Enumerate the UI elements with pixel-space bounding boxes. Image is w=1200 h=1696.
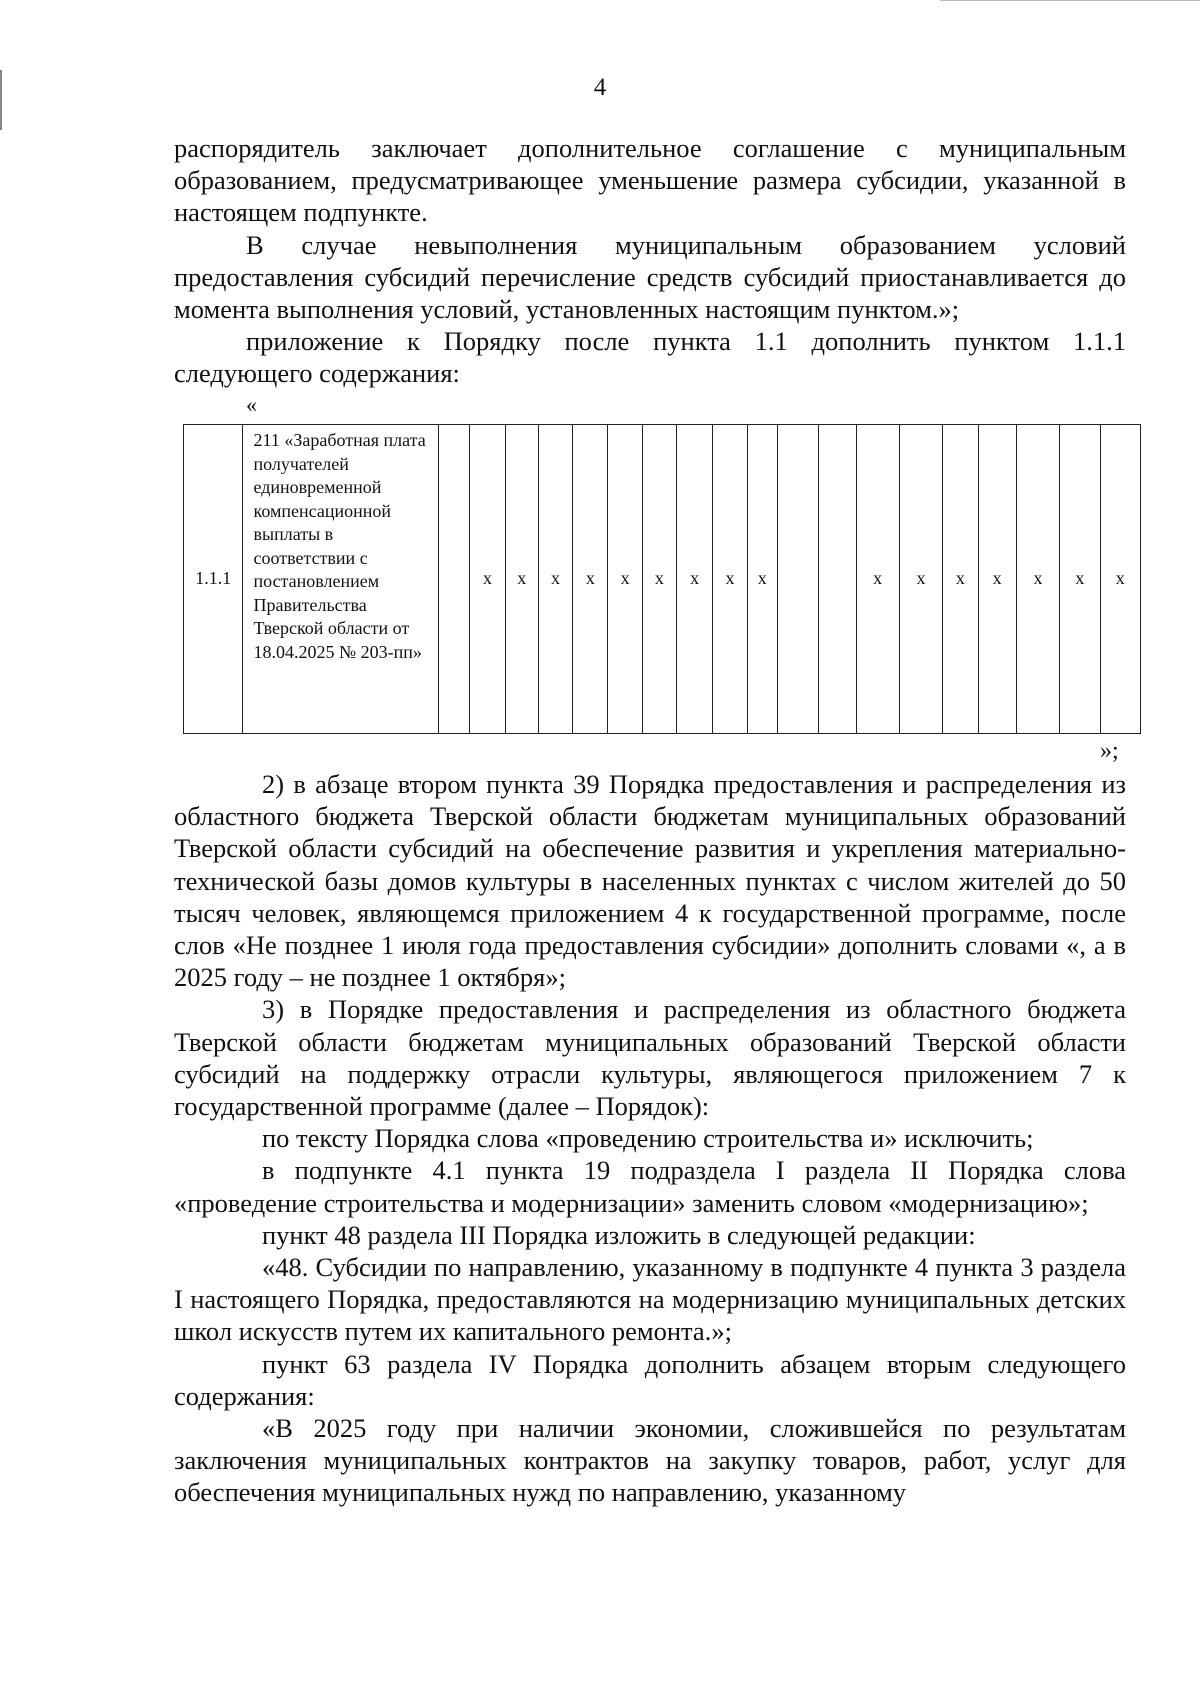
table-cell: x [642, 425, 676, 734]
table-row [184, 425, 1141, 734]
paragraph: распорядитель заключает дополнительное соглашение с муниципальным образованием, предусматривающее уменьшение размера субсидии, указанной в настоящем подпункте. [174, 133, 1126, 228]
table-cell: x [899, 425, 942, 734]
table-cell: x [943, 425, 978, 734]
table-close-quote: »; [1100, 738, 1119, 764]
text-block-top [174, 132, 1126, 390]
table-cell: x [470, 425, 505, 734]
paragraph: по тексту Порядка слова «проведению строительства и» исключить; [262, 1123, 1034, 1154]
appendix-table [183, 424, 1141, 734]
paragraph: 3) в Порядке предоставления и распределения из областного бюджета Тверской области бюджетам муниципальных образований Тверской области субсидий на поддержку отрасли культуры, являющегося приложением 7 к государственной программе (далее – Порядок): [174, 994, 1126, 1122]
paragraph: «В 2025 году при наличии экономии, сложившейся по результатам заключения муниципальных контрактов на закупку товаров, работ, услуг для обеспечения муниципальных нужд по направлению, указанному [174, 1413, 1126, 1508]
text-block-bottom [174, 768, 1126, 1509]
table-open-quote: « [246, 392, 257, 417]
table-cell: x [573, 425, 608, 734]
table-cell: x [505, 425, 538, 734]
table-cell: x [856, 425, 899, 734]
table-cell: x [1016, 425, 1059, 734]
page-number: 4 [593, 74, 607, 101]
table-cell [439, 425, 470, 734]
table-cell: x [747, 425, 777, 734]
paragraph: В случае невыполнения муниципальным образованием условий предоставления субсидий перечисление средств субсидий приостанавливается до момента выполнения условий, установленных настоящим пунктом.»; [174, 229, 1126, 325]
paragraph: «48. Субсидии по направлению, указанному в подпункте 4 пункта 3 раздела I настоящего Порядка, предоставляются на модернизацию муниципальных детских школ искусств путем их капитального ремонта.»; [174, 1252, 1126, 1347]
table-cell: x [538, 425, 572, 734]
scan-edge-mark-top [940, 0, 1200, 1]
paragraph: 2) в абзаце втором пункта 39 Порядка предоставления и распределения из областного бюджета Тверской области бюджетам муниципальных образований Тверской области субсидий на обеспечение развития и укрепления материально-технической базы домов культуры в населенных пунктах с числом жителей до 50 тысяч человек, являющемся приложением 4 к государственной программе, после слов «Не позднее 1 июля года предоставления субсидии» дополнить словами «, а в 2025 году – не позднее 1 октября»; [174, 769, 1126, 993]
table-cell: x [1060, 425, 1100, 734]
table-cell [819, 425, 856, 734]
table-cell: x [608, 425, 642, 734]
paragraph: в подпункте 4.1 пункта 19 подраздела I раздела II Порядка слова «проведение строительства и модернизации» заменить словом «модернизацию»; [174, 1155, 1126, 1218]
row-description-cell: 211 «Заработная плата получателей единовременной компенсационной выплаты в соответствии с постановлением Правительства Тверской области от 18.04.2025 № 203-пп» [243, 425, 439, 734]
table-cell [777, 425, 818, 734]
paragraph: пункт 63 раздела IV Порядка дополнить абзацем вторым следующего содержания: [174, 1348, 1126, 1411]
paragraph: приложение к Порядку после пункта 1.1 дополнить пунктом 1.1.1 следующего содержания: [174, 326, 1126, 389]
table-cell: x [978, 425, 1016, 734]
table-cell: x [1100, 425, 1141, 734]
table-cell: x [713, 425, 747, 734]
row-number-cell: 1.1.1 [184, 425, 243, 734]
paragraph: пункт 48 раздела III Порядка изложить в следующей редакции: [262, 1219, 976, 1250]
table-cell: x [677, 425, 713, 734]
